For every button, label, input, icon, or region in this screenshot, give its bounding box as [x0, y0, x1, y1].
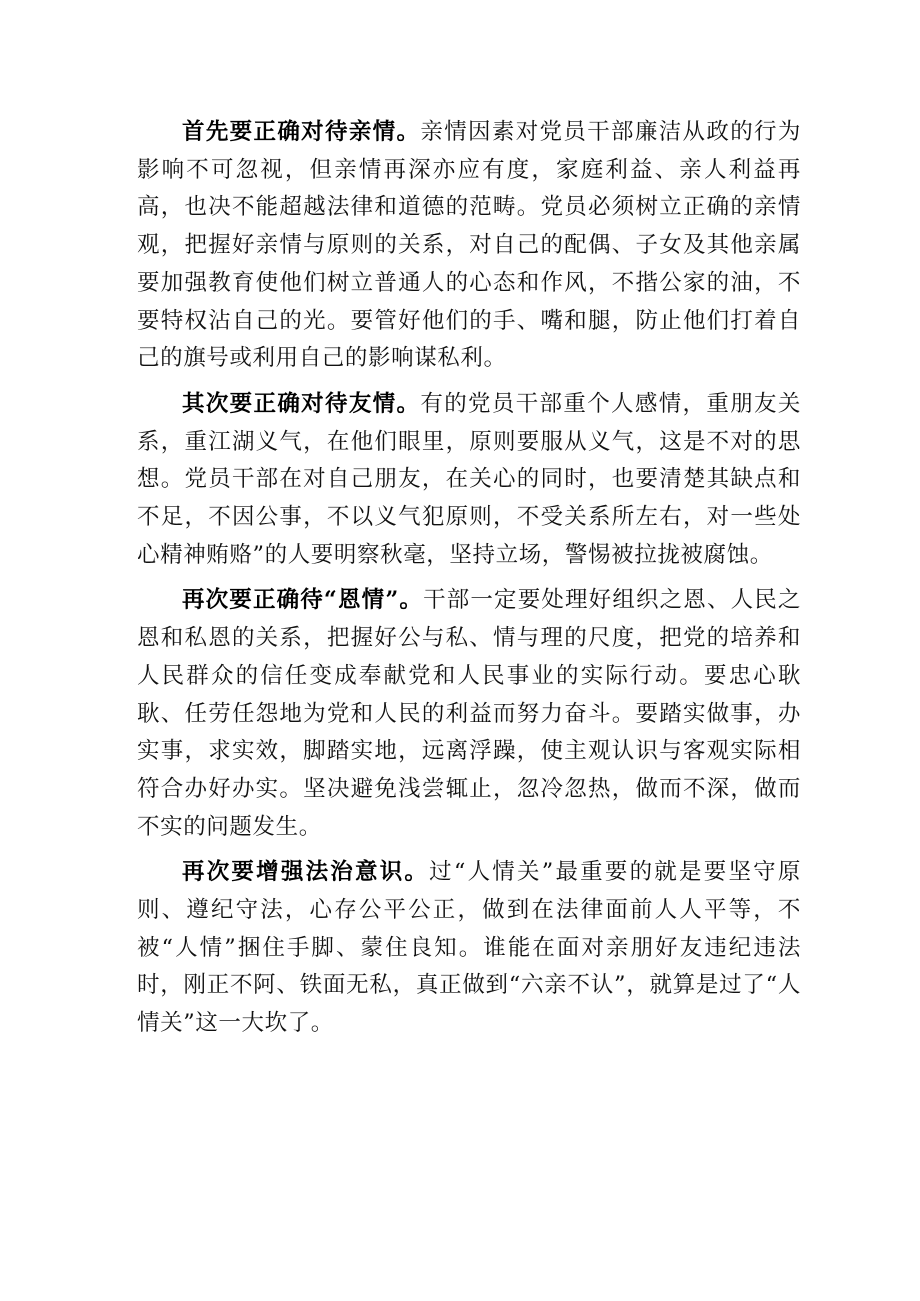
paragraph-family-affection	[137, 114, 801, 378]
paragraph-rule-of-law	[137, 854, 801, 1043]
paragraph-heading: 再次要正确待“恩情”。	[182, 587, 424, 614]
paragraph-heading: 其次要正确对待友情。	[182, 390, 421, 417]
paragraph-body: 干部一定要处理好组织之恩、人民之恩和私恩的关系，把握好公与私、情与理的尺度，把党的培养和人民群众的信任变成奉献党和人民事业的实际行动。要忠心耿耿、任劳任怨地为党和人民的利益而努力奋斗。要踏实做事，办实事，求实效，脚踏实地，远离浮躁，使主观认识与客观实际相符合办好办实。坚决避免浅尝辄止，忽冷忽热，做而不深，做而不实的问题发生。	[137, 587, 802, 840]
paragraph-body: 有的党员干部重个人感情，重朋友关系，重江湖义气，在他们眼里，原则要服从义气，这是不对的思想。党员干部在对自己朋友，在关心的同时，也要清楚其缺点和不足，不因公事，不以义气犯原则，不受关系所左右，对一些处心精神贿赂”的人要明察秋毫，坚持立场，警惕被拉拢被腐蚀。	[137, 390, 801, 568]
document-page	[137, 114, 801, 1043]
paragraph-body: 过“人情关”最重要的就是要坚守原则、遵纪守法，心存公平公正，做到在法律面前人人平等，不被“人情”捆住手脚、蒙住良知。谁能在面对亲朋好友违纪违法时，刚正不阿、铁面无私，真正做到“六亲不认”，就算是过了“人情关”这一大坎了。	[137, 859, 801, 1037]
paragraph-gratitude	[137, 582, 801, 846]
paragraph-heading: 首先要正确对待亲情。	[182, 119, 421, 145]
paragraph-heading: 再次要增强法治意识。	[182, 859, 430, 886]
paragraph-friendship	[137, 386, 801, 575]
paragraph-body: 亲情因素对党员干部廉洁从政的行为影响不可忽视，但亲情再深亦应有度，家庭利益、亲人利益再高，也决不能超越法律和道德的范畴。党员必须树立正确的亲情观，把握好亲情与原则的关系，对自己的配偶、子女及其他亲属要加强教育使他们树立普通人的心态和作风，不揩公家的油，不要特权沾自己的光。要管好他们的手、嘴和腿，防止他们打着自己的旗号或利用自己的影响谋私利。	[137, 119, 801, 372]
